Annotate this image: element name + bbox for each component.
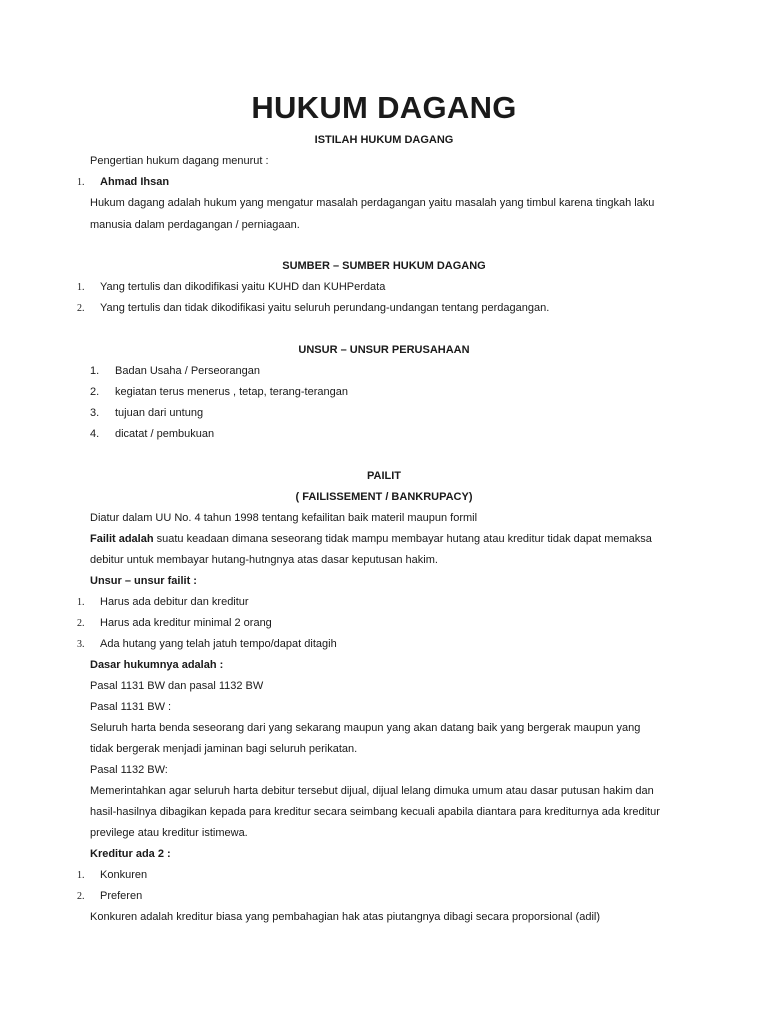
paragraph-failit <box>90 529 690 550</box>
list-text: tujuan dari untung <box>115 407 204 419</box>
failit-line: debitur untuk membayar hutang-hutngnya atas dasar keputusan hakim. <box>90 554 438 566</box>
author-name: Ahmad Ihsan <box>100 176 170 188</box>
list-number: 3. <box>90 407 100 419</box>
list-number: 1. <box>90 365 100 377</box>
list-text: Badan Usaha / Perseorangan <box>115 365 260 377</box>
list-text: Konkuren <box>100 869 148 881</box>
pasal-1132-line: Memerintahkan agar seluruh harta debitur tersebut dijual, dijual lelang dimuka umum atau dasar putusan hakim dan <box>90 785 654 797</box>
pasal-1132-line: previlege atau kreditur istimewa. <box>90 827 248 839</box>
definition-line: manusia dalam perdagangan / perniagaan. <box>90 219 300 231</box>
list-number: 1. <box>77 870 85 881</box>
pasal-1131-label: Pasal 1131 BW : <box>90 701 172 713</box>
list-text: Yang tertulis dan tidak dikodifikasi yaitu seluruh perundang-undangan tentang perdagangan. <box>100 302 550 314</box>
dasar-hukum-label: Dasar hukumnya adalah : <box>90 659 224 671</box>
list-text: dicatat / pembukuan <box>115 428 215 440</box>
document-title: HUKUM DAGANG <box>251 90 517 125</box>
failit-text: suatu keadaan dimana seseorang tidak mampu membayar hutang atau kreditur tidak dapat memaksa <box>153 533 652 545</box>
list-text: Yang tertulis dan dikodifikasi yaitu KUHD dan KUHPerdata <box>100 281 386 293</box>
heading-sumber: SUMBER – SUMBER HUKUM DAGANG <box>282 260 486 272</box>
list-number: 2. <box>77 618 85 629</box>
list-text: Harus ada kreditur minimal 2 orang <box>100 617 272 629</box>
paragraph-diatur: Diatur dalam UU No. 4 tahun 1998 tentang kefailitan baik materil maupun formil <box>90 512 478 524</box>
list-number: 1. <box>77 282 85 293</box>
list-number: 2. <box>90 386 100 398</box>
pasal-1131-line: Seluruh harta benda seseorang dari yang sekarang maupun yang akan datang baik yang bergerak maupun yang <box>90 722 641 734</box>
list-text: kegiatan terus menerus , tetap, terang-terangan <box>115 386 348 398</box>
list-number: 3. <box>77 639 85 650</box>
list-text: Ada hutang yang telah jatuh tempo/dapat ditagih <box>100 638 337 650</box>
list-number: 4. <box>90 428 100 440</box>
heading-istilah: ISTILAH HUKUM DAGANG <box>314 134 454 146</box>
pasal-both: Pasal 1131 BW dan pasal 1132 BW <box>90 680 264 692</box>
list-number: 2. <box>77 891 85 902</box>
heading-failissement: ( FAILISSEMENT / BANKRUPACY) <box>295 491 473 503</box>
failit-label: Failit adalah <box>90 533 154 545</box>
pasal-1132-label: Pasal 1132 BW: <box>90 764 168 776</box>
pasal-1131-line: tidak bergerak menjadi jaminan bagi seluruh perikatan. <box>90 743 358 755</box>
heading-unsur: UNSUR – UNSUR PERUSAHAAN <box>298 344 470 356</box>
list-text: Harus ada debitur dan kreditur <box>100 596 249 608</box>
heading-pailit: PAILIT <box>366 470 401 482</box>
list-text: Preferen <box>100 890 143 902</box>
unsur-failit-label: Unsur – unsur failit : <box>90 575 197 587</box>
list-number: 1. <box>77 597 85 608</box>
pasal-1132-line: hasil-hasilnya dibagikan kepada para kreditur secara seimbang kecuali apabila diantara para krediturnya ada kreditur <box>90 806 660 818</box>
paragraph-intro: Pengertian hukum dagang menurut : <box>90 155 269 167</box>
definition-line: Hukum dagang adalah hukum yang mengatur masalah perdagangan yaitu masalah yang timbul karena tingkah laku <box>90 197 655 209</box>
list-number: 1. <box>77 177 85 188</box>
kreditur-label: Kreditur ada 2 : <box>90 848 171 860</box>
konkuren-definition: Konkuren adalah kreditur biasa yang pembahagian hak atas piutangnya dibagi secara proporsional (adil) <box>90 911 601 923</box>
list-number: 2. <box>77 303 85 314</box>
